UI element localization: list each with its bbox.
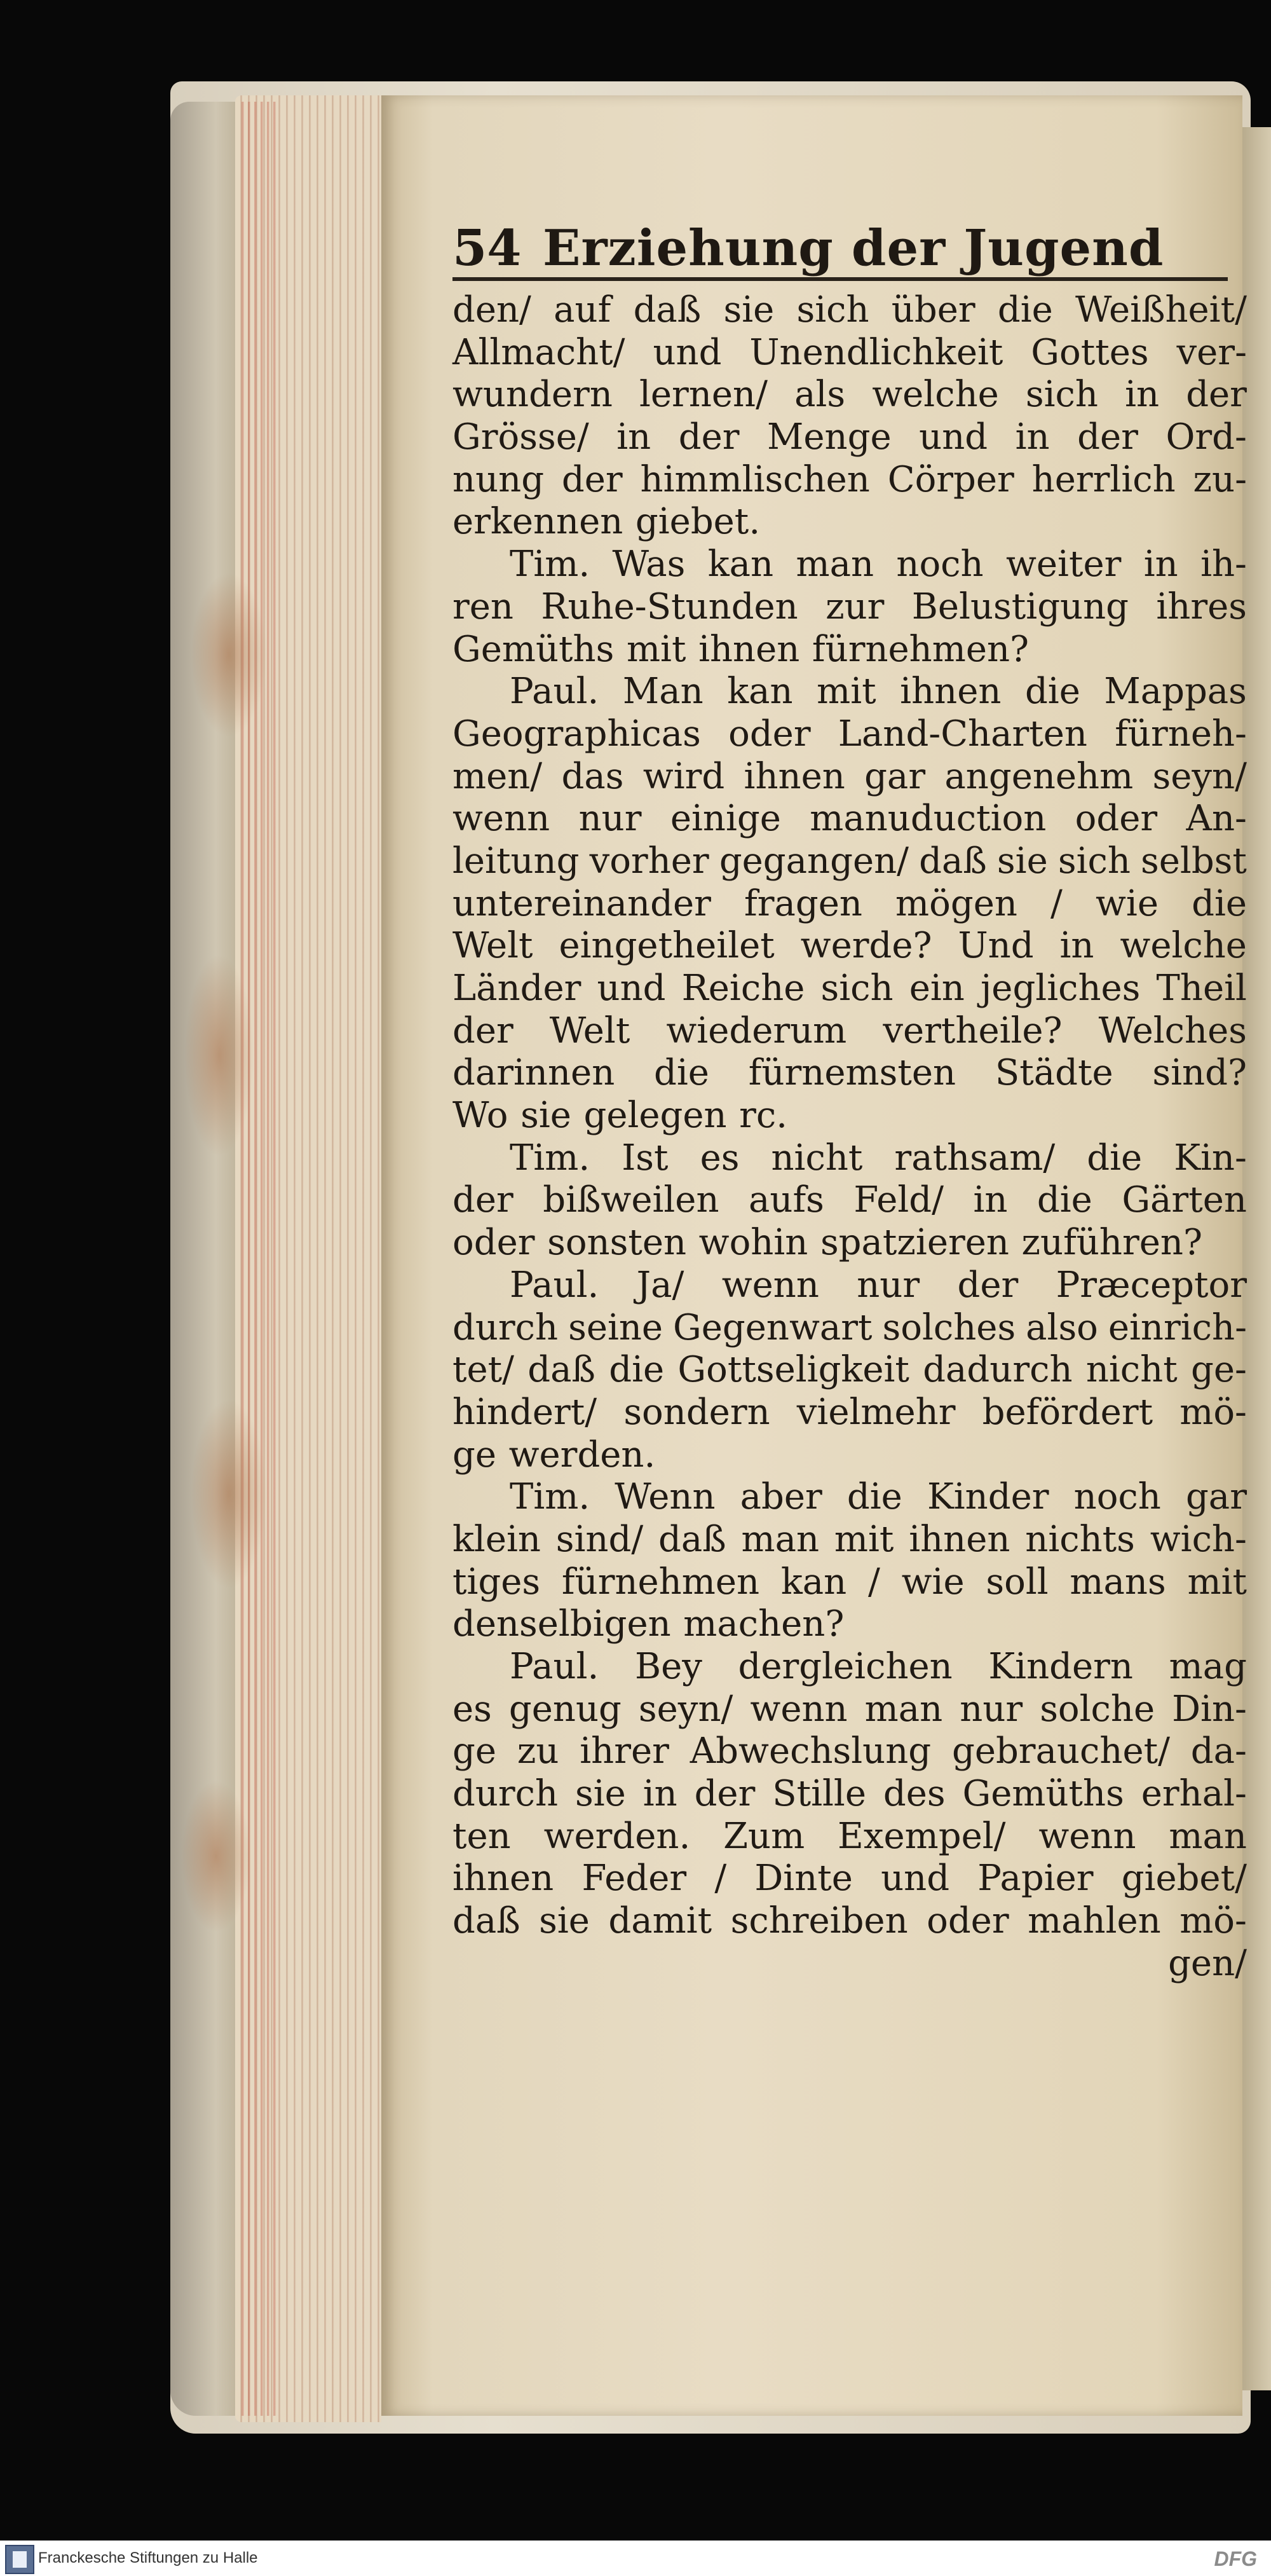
- text-word: vertheile?: [883, 1010, 1063, 1052]
- text-word: Dinte: [754, 1858, 853, 1900]
- text-line: [452, 1646, 1247, 1689]
- text-line: [452, 1222, 1247, 1264]
- text-line: [452, 756, 1247, 798]
- text-word: Welt: [549, 1010, 630, 1052]
- text-word: Welches: [1098, 1010, 1247, 1052]
- text-word: werden.: [508, 1434, 656, 1476]
- text-word: welche: [872, 374, 999, 416]
- text-word: gar: [864, 755, 926, 797]
- text-word: werden.: [543, 1815, 691, 1857]
- text-word: giebet.: [635, 501, 761, 543]
- text-word: ihnen: [909, 1518, 1010, 1560]
- text-line: [452, 586, 1247, 629]
- text-word: Kinder: [927, 1476, 1049, 1518]
- text-line: [452, 1052, 1247, 1095]
- text-word: erkennen: [452, 501, 623, 543]
- text-word: tiges: [452, 1561, 541, 1603]
- text-word: ihnen: [900, 671, 1002, 713]
- text-line: [452, 1349, 1247, 1392]
- text-line: [452, 1858, 1247, 1900]
- text-word: das: [561, 755, 624, 797]
- dfg-logo: DFG: [1214, 2547, 1257, 2570]
- text-word: nung: [452, 458, 545, 500]
- text-word: einige: [670, 798, 781, 840]
- text-word: sich: [1057, 840, 1131, 882]
- text-word: mö-: [1179, 1900, 1247, 1942]
- text-word: mit: [834, 1518, 894, 1560]
- text-word: sie: [723, 289, 775, 331]
- text-word: Gemüths: [962, 1773, 1124, 1815]
- text-line: [452, 501, 1247, 544]
- text-word: darinnen: [452, 1052, 615, 1094]
- text-word: den/: [452, 289, 531, 331]
- text-word: /: [1050, 882, 1063, 924]
- text-word: nur: [857, 1264, 920, 1306]
- text-line: [452, 289, 1247, 332]
- text-word: Städte: [995, 1052, 1113, 1094]
- text-word: weiter: [1005, 544, 1122, 586]
- text-word: damit: [608, 1900, 712, 1942]
- text-word: wenn: [750, 1688, 848, 1730]
- text-line: [452, 374, 1247, 416]
- text-word: oder: [1075, 798, 1158, 840]
- text-word: wiederum: [666, 1010, 847, 1052]
- text-word: man: [741, 1518, 820, 1560]
- text-word: angenehm: [944, 755, 1134, 797]
- text-word: ein: [909, 968, 965, 1009]
- text-word: in: [1125, 374, 1160, 416]
- text-word: ihnen: [698, 628, 800, 670]
- text-line: [452, 629, 1247, 671]
- text-word: solches: [882, 1306, 1016, 1348]
- text-word: Grösse/: [452, 416, 589, 458]
- text-word: auf: [554, 289, 611, 331]
- text-word: vielmehr: [796, 1391, 956, 1433]
- text-word: zu-: [1193, 458, 1247, 500]
- text-word: in: [1059, 925, 1094, 967]
- text-word: Reiche: [681, 968, 805, 1009]
- text-word: sind?: [1152, 1052, 1247, 1094]
- text-word: die: [654, 1052, 709, 1094]
- text-word: und: [653, 331, 722, 373]
- text-word: Gemüths: [452, 628, 615, 670]
- text-word: Belustigung: [911, 586, 1129, 627]
- text-word: daß: [527, 1349, 595, 1391]
- text-word: der: [452, 1179, 513, 1221]
- text-word: klein: [452, 1518, 541, 1560]
- text-word: oder: [452, 1222, 535, 1264]
- viewer-footer: [0, 2540, 1271, 2576]
- text-word: solche: [1040, 1688, 1155, 1730]
- text-word: des: [883, 1773, 946, 1815]
- text-line: [452, 1264, 1247, 1307]
- text-word: Din-: [1172, 1688, 1247, 1730]
- text-word: es: [700, 1137, 740, 1179]
- text-word: Tim.: [510, 1137, 590, 1179]
- text-word: der: [957, 1264, 1019, 1306]
- text-word: spatzieren: [820, 1222, 1009, 1264]
- text-word: wundern: [452, 374, 613, 416]
- text-line: [452, 925, 1247, 968]
- text-word: Tim.: [510, 544, 590, 586]
- text-word: men/: [452, 755, 543, 797]
- text-line: [452, 1476, 1247, 1519]
- running-head: Erziehung der Jugend: [543, 219, 1164, 277]
- text-word: nicht: [771, 1137, 863, 1179]
- text-line: [452, 1179, 1247, 1222]
- text-word: sie: [575, 1773, 626, 1815]
- text-word: soll: [986, 1561, 1049, 1603]
- text-word: wie: [1096, 882, 1159, 924]
- text-line: [452, 883, 1247, 926]
- text-word: Papier: [977, 1858, 1094, 1900]
- text-word: daß: [919, 840, 987, 882]
- text-word: Länder: [452, 968, 581, 1009]
- text-word: mit: [626, 628, 686, 670]
- text-word: der: [678, 416, 740, 458]
- text-word: durch: [452, 1306, 559, 1348]
- text-word: der: [1077, 416, 1138, 458]
- text-line: [452, 1010, 1247, 1053]
- text-word: ge-: [1191, 1349, 1247, 1391]
- text-word: Weißheit/: [1075, 289, 1247, 331]
- text-word: in: [973, 1179, 1008, 1221]
- foxing-stain: [191, 572, 267, 737]
- text-word: gebrauchet/: [951, 1730, 1170, 1772]
- text-word: Menge: [767, 416, 892, 458]
- text-word: ten: [452, 1815, 511, 1857]
- text-word: daß: [658, 1518, 726, 1560]
- text-word: in: [1143, 544, 1178, 586]
- text-word: mag: [1169, 1646, 1247, 1687]
- text-word: wie: [901, 1561, 965, 1603]
- text-word: Gottes: [1031, 331, 1149, 373]
- text-word: ihres: [1156, 586, 1247, 627]
- text-word: durch: [452, 1773, 559, 1815]
- text-word: Kindern: [988, 1646, 1133, 1687]
- text-word: Was: [612, 544, 686, 586]
- text-word: welche: [1120, 925, 1247, 967]
- text-word: die: [846, 1476, 902, 1518]
- text-word: Cörper: [887, 458, 1014, 500]
- text-word: Unendlichkeit: [749, 331, 1003, 373]
- text-word: gegangen/: [719, 840, 909, 882]
- page-number: 54: [452, 219, 522, 277]
- text-word: wenn: [1038, 1815, 1136, 1857]
- text-line: [452, 1816, 1247, 1858]
- text-word: ihnen: [744, 755, 845, 797]
- text-word: Theil: [1156, 968, 1247, 1009]
- text-word: wird: [642, 755, 725, 797]
- text-line: [452, 713, 1247, 756]
- text-word: daß: [452, 1900, 520, 1942]
- page-header: [452, 207, 1234, 277]
- text-word: Zum: [723, 1815, 805, 1857]
- text-word: eingetheilet: [559, 925, 775, 967]
- text-word: mans: [1070, 1561, 1166, 1603]
- text-word: Gottseligkeit: [677, 1349, 909, 1391]
- text-word: manuduction: [810, 798, 1047, 840]
- text-line: [452, 671, 1247, 713]
- text-word: bißweilen: [543, 1179, 719, 1221]
- text-word: sie: [996, 840, 1048, 882]
- text-line: [452, 1307, 1247, 1350]
- text-word: wenn: [721, 1264, 819, 1306]
- text-word: über: [891, 289, 975, 331]
- text-word: seyn/: [1152, 755, 1247, 797]
- text-word: Bey: [634, 1646, 702, 1687]
- text-word: daß: [633, 289, 702, 331]
- text-word: der: [694, 1773, 756, 1815]
- text-word: selbst: [1141, 840, 1247, 882]
- text-word: ge: [452, 1730, 496, 1772]
- text-word: zuführen?: [1021, 1222, 1202, 1264]
- text-word: man: [1169, 1815, 1247, 1857]
- text-word: herrlich: [1031, 458, 1176, 500]
- text-word: und: [597, 968, 666, 1009]
- text-word: dadurch: [923, 1349, 1073, 1391]
- text-word: oder: [728, 713, 811, 755]
- text-word: der: [1186, 374, 1247, 416]
- text-word: rc.: [739, 1095, 788, 1137]
- text-line: [452, 840, 1247, 883]
- text-word: mit: [817, 671, 876, 713]
- text-word: ren: [452, 586, 513, 627]
- text-word: ih-: [1200, 544, 1247, 586]
- text-word: zu: [517, 1730, 559, 1772]
- text-word: mit: [1187, 1561, 1247, 1603]
- text-word: leitung: [452, 840, 580, 882]
- text-word: der: [561, 458, 623, 500]
- text-word: seine: [568, 1306, 663, 1348]
- text-word: noch: [1073, 1476, 1161, 1518]
- text-word: Feld/: [853, 1179, 944, 1221]
- catchword-text: gen/: [1168, 1942, 1247, 1984]
- text-word: noch: [896, 544, 984, 586]
- text-word: als: [794, 374, 846, 416]
- text-word: wich-: [1150, 1518, 1247, 1560]
- text-word: wenn: [452, 798, 550, 840]
- header-rule: [452, 277, 1228, 281]
- red-edge-trace: [241, 102, 280, 2416]
- text-word: jegliches: [980, 968, 1141, 1009]
- text-word: schreiben: [730, 1900, 908, 1942]
- text-word: genug: [508, 1688, 622, 1730]
- text-word: Ruhe-Stunden: [541, 586, 798, 627]
- text-word: Præceptor: [1056, 1264, 1247, 1306]
- text-word: es: [452, 1688, 492, 1730]
- text-word: die: [1024, 671, 1080, 713]
- text-line: [452, 1434, 1247, 1477]
- text-word: Man: [622, 671, 703, 713]
- text-word: sie: [520, 1095, 571, 1137]
- text-word: giebet/: [1121, 1858, 1247, 1900]
- text-line: [452, 1900, 1247, 1943]
- text-word: ihnen: [452, 1858, 554, 1900]
- text-word: gar: [1185, 1476, 1247, 1518]
- text-word: fürnehmen: [561, 1561, 760, 1603]
- text-word: ge: [452, 1434, 496, 1476]
- text-word: untereinander: [452, 882, 711, 924]
- text-word: /: [714, 1858, 727, 1900]
- text-word: /: [867, 1561, 880, 1603]
- text-word: Stille: [772, 1773, 866, 1815]
- text-word: sich: [1025, 374, 1098, 416]
- text-word: man: [796, 544, 874, 586]
- text-word: aufs: [749, 1179, 824, 1221]
- text-word: mögen: [895, 882, 1017, 924]
- text-word: kan: [780, 1561, 847, 1603]
- text-word: in: [642, 1773, 677, 1815]
- text-word: Geographicas: [452, 713, 701, 755]
- text-word: ihrer: [580, 1730, 669, 1772]
- text-word: Exempel/: [838, 1815, 1006, 1857]
- text-word: einrich-: [1108, 1306, 1247, 1348]
- text-word: Gärten: [1122, 1179, 1247, 1221]
- text-word: dergleichen: [738, 1646, 953, 1687]
- text-word: der: [452, 1010, 513, 1052]
- text-word: in: [616, 416, 651, 458]
- text-line: [452, 1137, 1247, 1180]
- text-word: mahlen: [1028, 1900, 1161, 1942]
- text-word: nichts: [1025, 1518, 1135, 1560]
- text-word: man: [864, 1688, 943, 1730]
- foxing-stain: [184, 954, 254, 1157]
- text-word: Feder: [581, 1858, 687, 1900]
- text-word: Welt: [452, 925, 533, 967]
- text-word: Ist: [622, 1137, 669, 1179]
- text-word: hindert/: [452, 1391, 597, 1433]
- text-word: und: [881, 1858, 950, 1900]
- text-word: sonsten: [547, 1222, 687, 1264]
- foxing-stain: [181, 1780, 251, 1933]
- text-line: [452, 1095, 1247, 1137]
- text-word: sich: [820, 968, 894, 1009]
- text-word: werde?: [800, 925, 932, 967]
- text-word: erhal-: [1141, 1773, 1247, 1815]
- text-line: [452, 1519, 1247, 1561]
- text-word: Paul.: [510, 671, 599, 713]
- text-line: [452, 544, 1247, 586]
- text-word: Wo: [452, 1095, 508, 1137]
- text-word: Allmacht/: [452, 331, 625, 373]
- text-line: [452, 798, 1247, 840]
- text-word: und: [919, 416, 988, 458]
- catchword: [452, 1943, 1247, 1985]
- text-word: fürneh-: [1115, 713, 1247, 755]
- text-word: Gegenwart: [673, 1306, 873, 1348]
- text-line: [452, 1561, 1247, 1604]
- text-line: [452, 416, 1247, 459]
- text-word: denselbigen: [452, 1603, 671, 1645]
- text-word: mö-: [1179, 1391, 1247, 1433]
- text-word: gelegen: [583, 1095, 727, 1137]
- text-word: nur: [960, 1688, 1023, 1730]
- institution-logo-icon: [5, 2545, 34, 2574]
- body-text: [452, 289, 1247, 1985]
- text-word: da-: [1190, 1730, 1247, 1772]
- text-word: himmlischen: [640, 458, 870, 500]
- text-word: sie: [539, 1900, 590, 1942]
- text-line: [452, 1392, 1247, 1434]
- text-line: [452, 1730, 1247, 1773]
- text-line: [452, 459, 1247, 502]
- text-word: machen?: [683, 1603, 845, 1645]
- text-word: in: [1015, 416, 1050, 458]
- text-word: Land-Charten: [838, 713, 1087, 755]
- text-word: Paul.: [510, 1264, 599, 1306]
- text-word: fürnehmen?: [812, 628, 1030, 670]
- text-word: die: [997, 289, 1053, 331]
- text-word: Abwechslung: [690, 1730, 932, 1772]
- text-word: Ja/: [636, 1264, 684, 1306]
- text-word: Ord-: [1166, 416, 1247, 458]
- text-word: Mappas: [1104, 671, 1247, 713]
- text-word: Kin-: [1174, 1137, 1247, 1179]
- text-word: nicht: [1085, 1349, 1178, 1391]
- text-line: [452, 1689, 1247, 1731]
- text-word: sind/: [555, 1518, 644, 1560]
- text-word: Wenn: [615, 1476, 716, 1518]
- text-word: die: [1087, 1137, 1143, 1179]
- text-word: sondern: [623, 1391, 770, 1433]
- foxing-stain: [191, 1399, 267, 1589]
- text-word: lernen/: [639, 374, 768, 416]
- text-word: die: [1192, 882, 1247, 924]
- text-line: [452, 1603, 1247, 1646]
- text-word: die: [609, 1349, 665, 1391]
- text-word: die: [1037, 1179, 1092, 1221]
- text-word: tet/: [452, 1349, 515, 1391]
- text-word: vorher: [589, 840, 709, 882]
- text-word: Und: [958, 925, 1034, 967]
- text-word: nur: [578, 798, 642, 840]
- text-line: [452, 332, 1247, 374]
- text-word: ver-: [1176, 331, 1247, 373]
- text-line: [452, 968, 1247, 1010]
- text-word: fragen: [744, 882, 862, 924]
- text-word: Paul.: [510, 1646, 599, 1687]
- text-word: kan: [727, 671, 793, 713]
- text-word: Tim.: [510, 1476, 590, 1518]
- text-word: sich: [796, 289, 869, 331]
- text-word: zur: [826, 586, 885, 627]
- text-word: wohin: [698, 1222, 808, 1264]
- text-word: oder: [927, 1900, 1009, 1942]
- text-word: aber: [740, 1476, 822, 1518]
- text-word: kan: [707, 544, 774, 586]
- footer-institution: Franckesche Stiftungen zu Halle: [38, 2549, 258, 2566]
- text-word: fürnemsten: [748, 1052, 956, 1094]
- text-word: befördert: [982, 1391, 1153, 1433]
- text-word: rathsam/: [894, 1137, 1056, 1179]
- text-line: [452, 1773, 1247, 1816]
- text-word: An-: [1186, 798, 1247, 840]
- text-word: also: [1026, 1306, 1098, 1348]
- text-word: seyn/: [638, 1688, 733, 1730]
